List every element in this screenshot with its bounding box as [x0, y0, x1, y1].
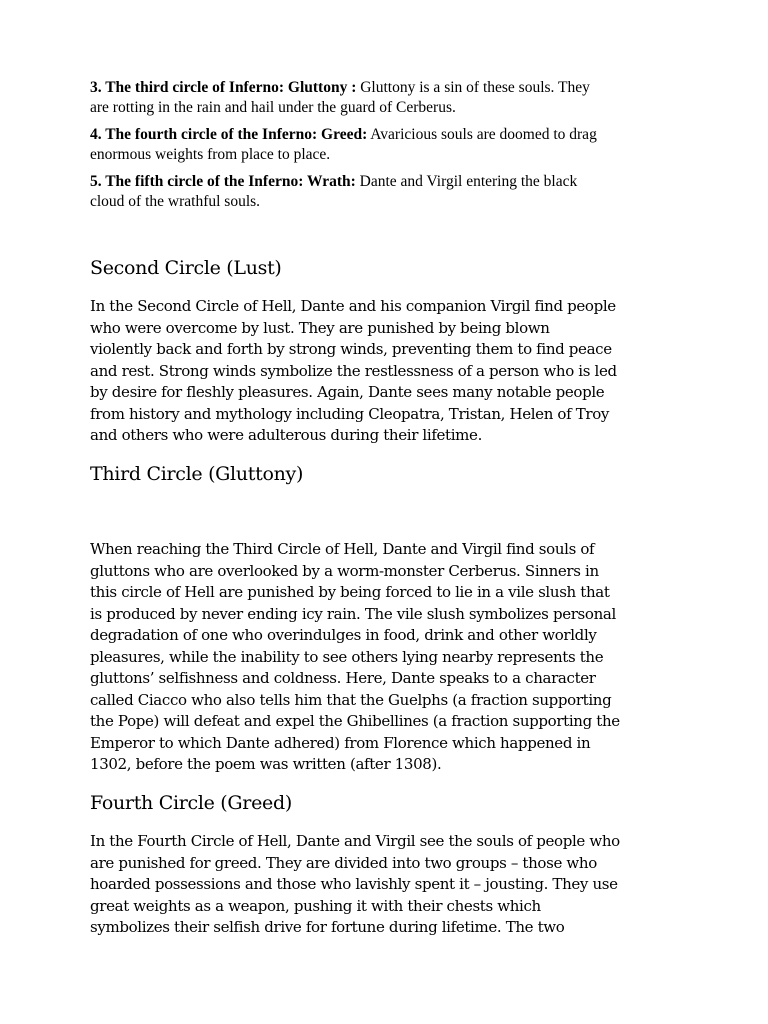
list-item-label: 5. The fifth circle of the Inferno: Wrath:	[90, 173, 356, 190]
paragraph-line: and rest. Strong winds symbolize the restlessness of a person who is led	[90, 361, 617, 380]
paragraph-line: symbolizes their selfish drive for fortune during lifetime. The two	[90, 918, 565, 936]
list-item-text: Gluttony is a sin of these souls. They	[356, 79, 590, 96]
list-item-text: are rotting in the rain and hail under the guard of Cerberus.	[90, 98, 456, 116]
paragraph-line: who were overcome by lust. They are punished by being blown	[90, 318, 550, 337]
paragraph-line: this circle of Hell are punished by being forced to lie in a vile slush that	[90, 583, 610, 601]
paragraph-line: pleasures, while the inability to see others lying nearby represents the	[90, 647, 604, 666]
paragraph-line: called Ciacco who also tells him that the Guelphs (a fraction supporting	[90, 690, 612, 709]
paragraph-line: gluttons who are overlooked by a worm-monster Cerberus. Sinners in	[90, 561, 599, 580]
section-heading-second-circle: Second Circle (Lust)	[90, 257, 282, 279]
list-item-fifth-circle	[90, 172, 690, 211]
paragraph-line: Emperor to which Dante adhered) from Florence which happened in	[90, 733, 591, 752]
paragraph-line: are punished for greed. They are divided into two groups – those who	[90, 853, 597, 872]
section-heading-third-circle: Third Circle (Gluttony)	[90, 463, 304, 485]
paragraph-line: by desire for fleshly pleasures. Again, Dante sees many notable people	[90, 383, 605, 401]
paragraph-line: violently back and forth by strong winds, preventing them to find peace	[90, 340, 612, 358]
paragraph-line: degradation of one who overindulges in food, drink and other worldly	[90, 626, 597, 644]
paragraph-line: gluttons’ selfishness and coldness. Here, Dante speaks to a character	[90, 669, 596, 687]
list-item-label: 3. The third circle of Inferno: Gluttony :	[90, 79, 357, 96]
paragraph-line: In the Second Circle of Hell, Dante and his companion Virgil find people	[90, 297, 616, 315]
list-item-text: enormous weights from place to place.	[90, 145, 331, 163]
paragraph-line: great weights as a weapon, pushing it with their chests which	[90, 896, 541, 915]
list-item-text: Avaricious souls are doomed to drag	[367, 126, 597, 143]
list-item-label: 4. The fourth circle of the Inferno: Greed:	[90, 126, 368, 143]
section-paragraph-third-circle	[90, 539, 690, 776]
section-paragraph-second-circle	[90, 296, 690, 447]
paragraph-line: When reaching the Third Circle of Hell, Dante and Virgil find souls of	[90, 540, 595, 558]
list-item-text: Dante and Virgil entering the black	[355, 173, 578, 190]
paragraph-line: 1302, before the poem was written (after 1308).	[90, 755, 442, 773]
list-item-fourth-circle	[90, 125, 690, 164]
list-item-third-circle	[90, 78, 690, 117]
section-heading-fourth-circle: Fourth Circle (Greed)	[90, 792, 292, 814]
list-item-text: cloud of the wrathful souls.	[90, 192, 261, 210]
paragraph-line: from history and mythology including Cleopatra, Tristan, Helen of Troy	[90, 404, 610, 423]
paragraph-line: the Pope) will defeat and expel the Ghibellines (a fraction supporting the	[90, 712, 620, 730]
paragraph-line: In the Fourth Circle of Hell, Dante and Virgil see the souls of people who	[90, 832, 620, 850]
paragraph-line: is produced by never ending icy rain. The vile slush symbolizes personal	[90, 604, 616, 623]
paragraph-line: hoarded possessions and those who lavishly spent it – jousting. They use	[90, 875, 618, 893]
paragraph-line: and others who were adulterous during their lifetime.	[90, 426, 483, 444]
section-paragraph-fourth-circle	[90, 831, 690, 939]
